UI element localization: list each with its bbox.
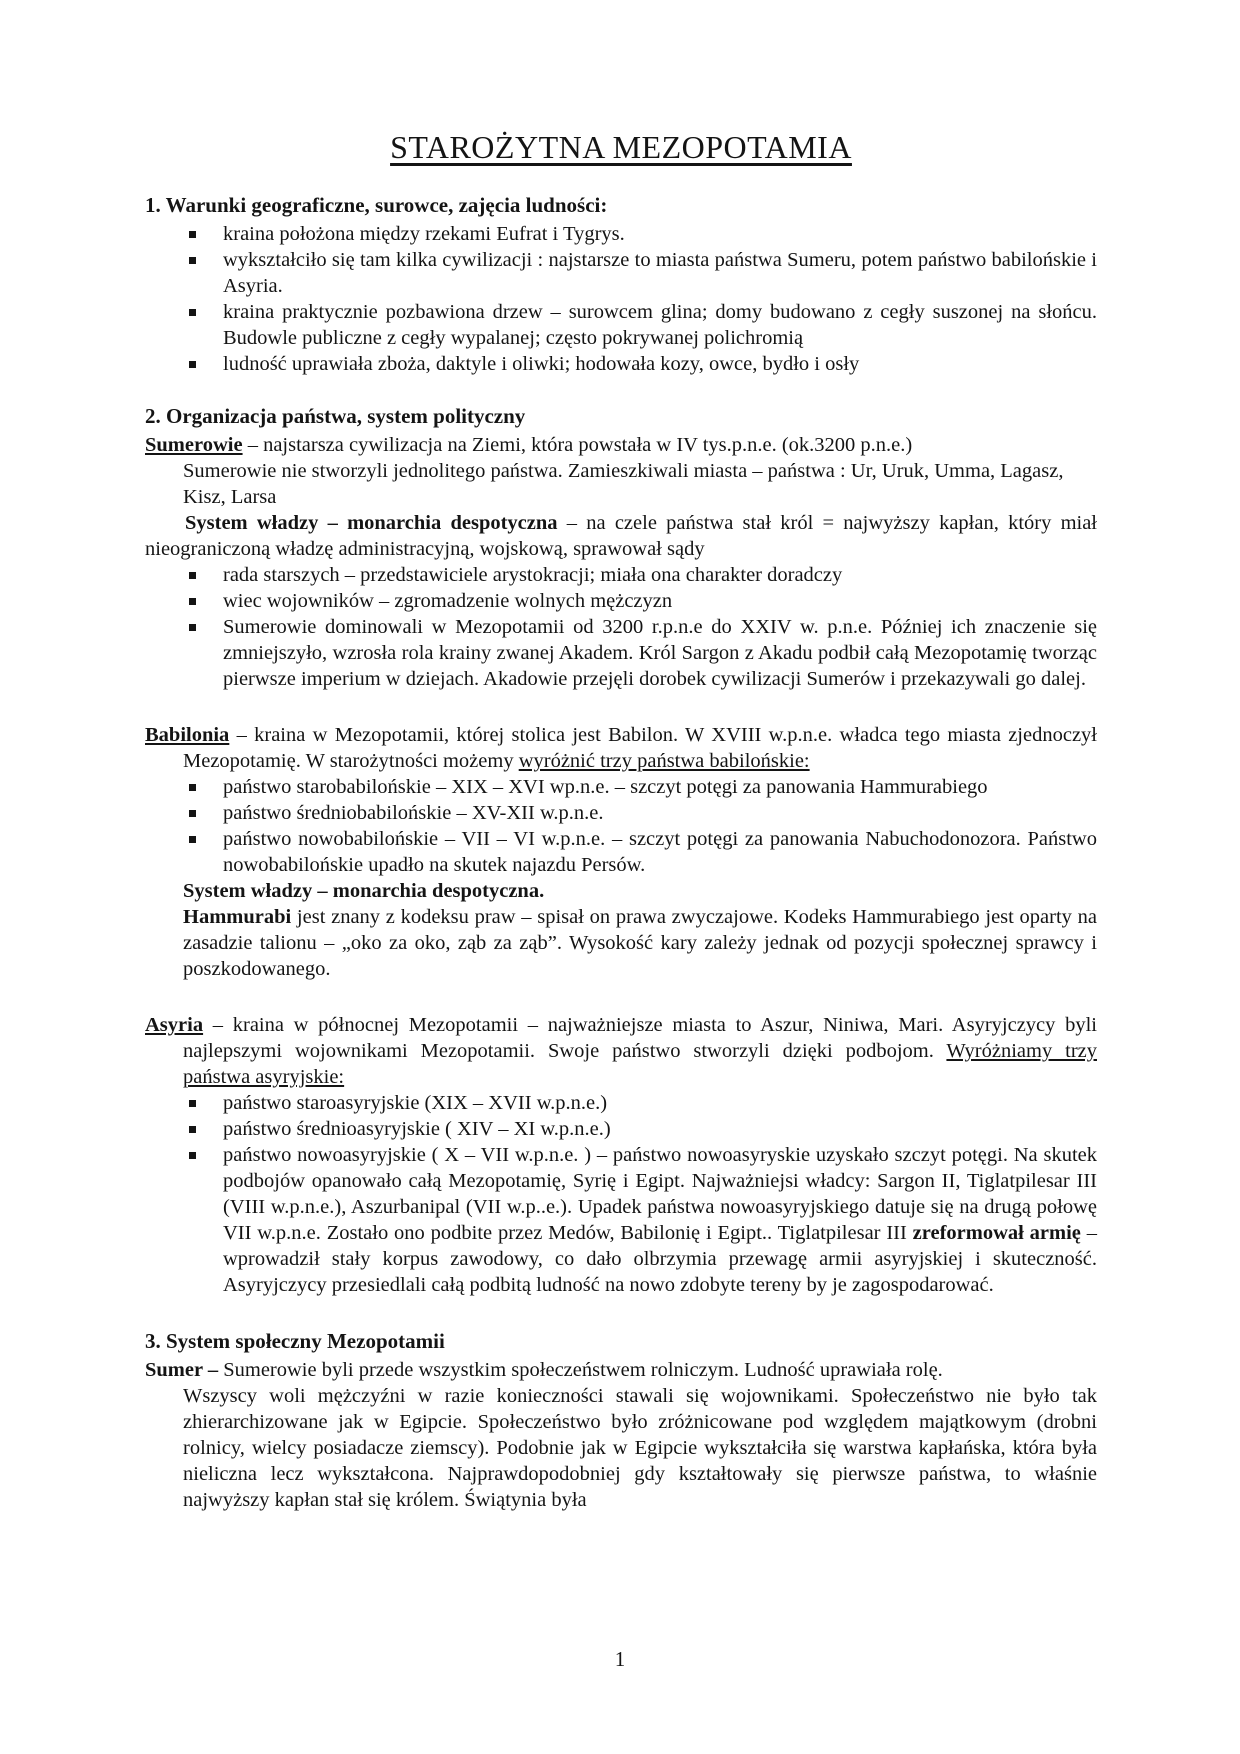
bullet-text: państwo średnioasyryjskie ( XIV – XI w.p.n.e.) [223,1118,611,1140]
sumerowie-cities-paragraph: Sumerowie nie stworzyli jednolitego państwa. Zamieszkiwali miasta – państwa : Ur, Uruk, Umma, Lagasz, Kisz, Larsa [183,460,1064,508]
babilonia-intro-text: – kraina w Mezopotamii, której stolica jest Babilon. W XVIII w.p.n.e. władca tego miasta zjednoczył Mezopotamię. W starożytności możemy [183,724,1097,772]
bullet-text: wiec wojowników – zgromadzenie wolnych mężczyzn [223,590,673,612]
list-item [145,221,1097,247]
sumerowie-intro-text: – najstarsza cywilizacja na Ziemi, która powstała w IV tys.p.n.e. (ok.3200 p.n.e.) [242,434,913,456]
asyria-intro-text: – kraina w północnej Mezopotamii – najważniejsze miasta to Aszur, Niniwa, Mari. Asyryjczycy byli najlepszymi wojownikami Mezopotamii. Swoje państwo stworzyli dzięki podbojom. [183,1014,1097,1062]
bullet-text: kraina praktycznie pozbawiona drzew – surowcem glina; domy budowano z cegły suszonej na słońcu. Budowle publiczne z cegły wypalanej; często pokrywanej polichromią [223,301,1097,349]
list-item [145,247,1097,299]
bullet-text: państwo średniobabilońskie – XV-XII w.p.n.e. [223,802,604,824]
sumer-body-paragraph: Wszyscy woli mężczyźni w razie konieczności stawali się wojownikami. Społeczeństwo nie było tak zhierarchizowane jak w Egipcie. Społeczeństwo było zróżnicowane pod względem majątkowym (drobni rolnicy, wielcy posiadacze ziemscy). Podobnie jak w Egipcie wykształciła się warstwa kapłańska, która była nieliczna lecz wykształcona. Najprawdopodobniej gdy kształtowały się pierwsze państwa, to właśnie najwyższy kapłan stał się królem. Świątynia była [183,1385,1097,1511]
bullet-text: Sumerowie dominowali w Mezopotamii od 3200 r.p.n.e do XXIV w. p.n.e. Później ich znaczenie się zmniejszyło, wzrosła rola krainy zwanej Akadem. Król Sargon z Akadu podbił całą Mezopotamię tworząc pierwsze imperium w dziejach. Akadowie przejęli dorobek cywilizacji Sumerów i przekazywali go dalej. [223,616,1097,690]
list-item [145,774,1097,800]
babilonia-system-line: System władzy – monarchia despotyczna. [183,880,545,902]
bullet-text: państwo nowoasyryjskie ( X – VII w.p.n.e. ) – państwo nowoasyryskie uzyskało szczyt potęgi. Na skutek podbojów opanowało całą Mezopotamię, Syrię i Egipt. Najważniejsi władcy: Sargon II, Tiglatpilesar III (VIII w.p.n.e.), Aszurbanipal (VII w.p..e.). Upadek państwa nowoasyryjskiego datuje się na drugą połowę VII w.p.n.e. Zostało ono podbite przez Medów, Babilonię i Egipt.. Tiglatpilesar III [223,1144,1097,1244]
sumerowie-intro-paragraph [145,432,1097,458]
list-item [145,826,1097,878]
list-item [145,1090,1097,1116]
bullet-text: wykształciło się tam kilka cywilizacji : najstarsze to miasta państwa Sumeru, potem państwo babilońskie i Asyria. [223,249,1097,297]
document-title: STAROŻYTNA MEZOPOTAMIA [390,129,852,165]
list-item [145,299,1097,351]
asyria-paragraph [145,1012,1097,1090]
asyria-bullet-list [145,1090,1097,1298]
babilonia-underlined-phrase: wyróżnić trzy państwa babilońskie: [518,750,810,772]
system-wladzy-text: – na czele państwa stał król = najwyższy kapłan, który miał nieograniczoną władzę administracyjną, wojskową, sprawował sądy [145,512,1098,560]
bullet-text: państwo staroasyryjskie (XIX – XVII w.p.n.e.) [223,1092,608,1114]
babilonia-paragraph [145,722,1097,774]
list-item [145,800,1097,826]
list-item [145,351,1097,377]
section1-bullet-list [145,221,1097,377]
bullet-text: państwo nowobabilońskie – VII – VI w.p.n.e. – szczyt potęgi za panowania Nabuchodonozora. Państwo nowobabilońskie upadło na skutek najazdu Persów. [223,828,1097,876]
list-item [145,562,1097,588]
bullet-text: państwo starobabilońskie – XIX – XVI wp.n.e. – szczyt potęgi za panowania Hammurabiego [223,776,988,798]
system-wladzy-bold: System władzy – monarchia despotyczna [185,512,558,534]
sumer-lead-paragraph [145,1357,1097,1383]
hammurabi-term: Hammurabi [183,906,292,928]
babilonia-term: Babilonia [145,724,230,746]
sumerowie-bullet-list [145,562,1097,692]
bullet-text: rada starszych – przedstawiciele arystokracji; miała ona charakter doradczy [223,564,843,586]
list-item [145,614,1097,692]
sumer-lead-text: Sumerowie byli przede wszystkim społeczeństwem rolniczym. Ludność uprawiała rolę. [223,1359,943,1381]
sumerowie-term: Sumerowie [145,434,243,456]
sumer-term: Sumer – [145,1359,224,1381]
list-item [145,1142,1097,1298]
bullet-text: kraina położona między rzekami Eufrat i Tygrys. [223,223,625,245]
list-item [145,1116,1097,1142]
hammurabi-paragraph [183,904,1097,982]
section1-heading: 1. Warunki geograficzne, surowce, zajęcia ludności: [145,193,608,217]
hammurabi-text: jest znany z kodeksu praw – spisał on prawa zwyczajowe. Kodeks Hammurabiego jest oparty na zasadzie talionu – „oko za oko, ząb za ząb”. Wysokość kary zależy jednak od pozycji społecznej sprawcy i poszkodowanego. [183,906,1097,980]
bullet-text: ludność uprawiała zboża, daktyle i oliwki; hodowała kozy, owce, bydło i osły [223,353,860,375]
asyria-term: Asyria [145,1014,204,1036]
section2-heading: 2. Organizacja państwa, system polityczny [145,404,526,428]
babilonia-bullet-list [145,774,1097,878]
asyria-underlined-phrase: Wyróżniamy trzy państwa asyryjskie: [183,1040,1097,1088]
page-number: 1 [614,1647,626,1671]
sumerowie-system-paragraph [145,510,1097,562]
zreformowal-armie-bold: zreformował armię [912,1222,1081,1244]
list-item [145,588,1097,614]
bullet-text: – wprowadził stały korpus zawodowy, co dało olbrzymia przewagę armii asyryjskiej i skuteczność. Asyryjczycy przesiedlali całą podbitą ludność na nowo zdobyte tereny by je zagospodarować. [223,1222,1098,1296]
section3-heading: 3. System społeczny Mezopotamii [145,1329,445,1353]
